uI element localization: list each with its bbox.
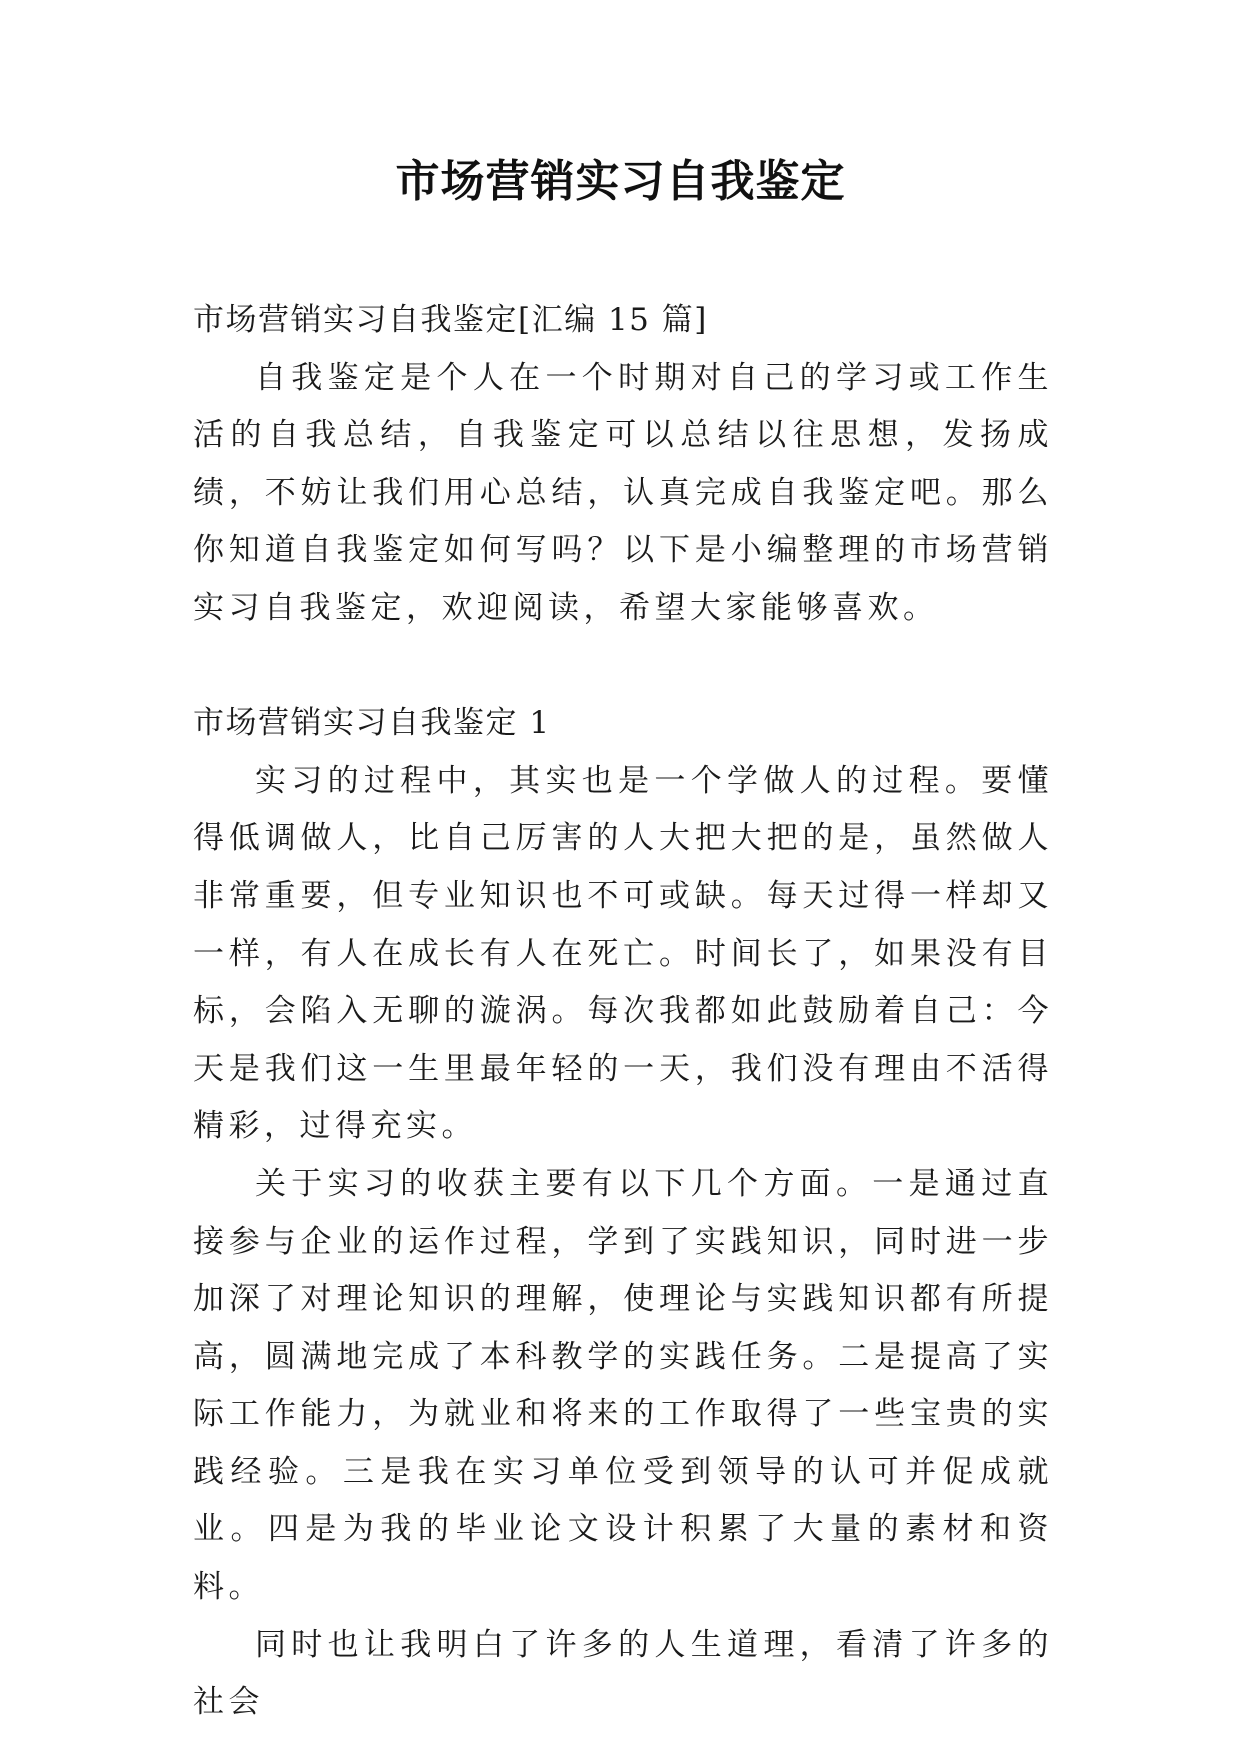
document-body	[193, 292, 1053, 1732]
section-heading: 市场营销实习自我鉴定 1	[193, 705, 551, 742]
document-subtitle: 市场营销实习自我鉴定[汇编 15 篇]	[193, 302, 708, 338]
intro-paragraph: 自我鉴定是个人在一个时期对自己的学习或工作生活的自我总结，自我鉴定可以总结以往思想，发扬成绩，不妨让我们用心总结，认真完成自我鉴定吧。那么你知道自我鉴定如何写吗？以下是小编整理的市场营销实习自我鉴定，欢迎阅读，希望大家能够喜欢。	[193, 359, 1053, 626]
body-paragraph: 关于实习的收获主要有以下几个方面。一是通过直接参与企业的运作过程，学到了实践知识，同时进一步加深了对理论知识的理解，使理论与实践知识都有所提高，圆满地完成了本科教学的实践任务。二是提高了实际工作能力，为就业和将来的工作取得了一些宝贵的实践经验。三是我在实习单位受到领导的认可并促成就业。四是为我的毕业论文设计积累了大量的素材和资料。	[193, 1165, 1053, 1606]
body-paragraph: 实习的过程中，其实也是一个学做人的过程。要懂得低调做人，比自己厉害的人大把大把的是，虽然做人非常重要，但专业知识也不可或缺。每天过得一样却又一样，有人在成长有人在死亡。时间长了，如果没有目标，会陷入无聊的漩涡。每次我都如此鼓励着自己：今天是我们这一生里最年轻的一天，我们没有理由不活得精彩，过得充实。	[193, 762, 1053, 1145]
section-spacer	[193, 638, 1053, 696]
document-title: 市场营销实习自我鉴定	[395, 156, 846, 207]
body-paragraph: 同时也让我明白了许多的人生道理，看清了许多的社会	[193, 1626, 1053, 1721]
